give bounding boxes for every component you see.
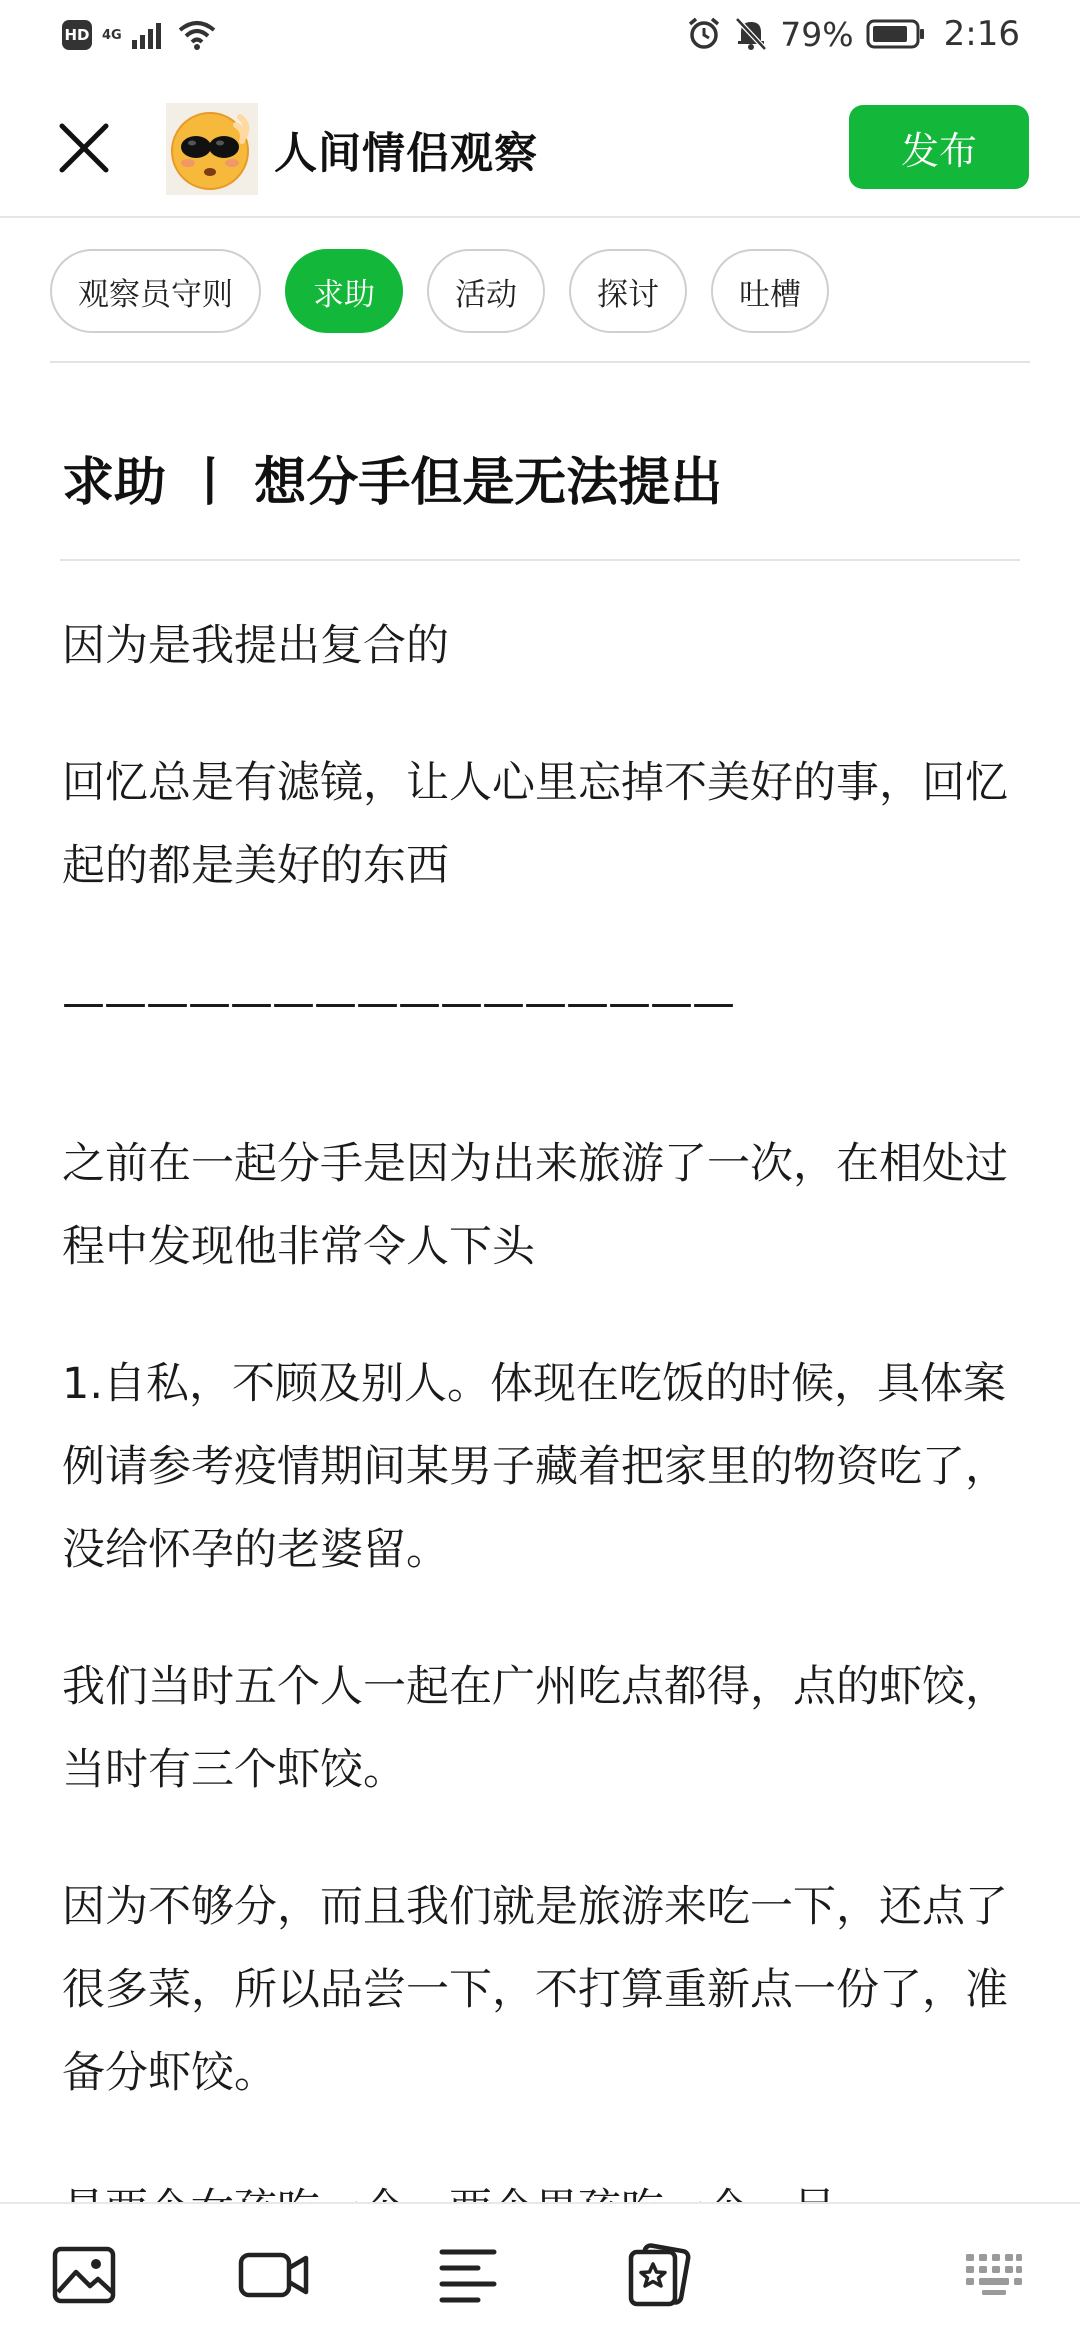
title-divider — [60, 559, 1020, 561]
insert-video-button[interactable] — [240, 2244, 308, 2306]
publish-button[interactable]: 发布 — [849, 105, 1029, 189]
post-title[interactable]: 求助 丨 想分手但是无法提出 — [62, 453, 723, 513]
tag-activity[interactable]: 活动 — [427, 249, 545, 333]
video-icon — [238, 2250, 310, 2300]
insert-image-button[interactable] — [50, 2244, 118, 2306]
tag-help[interactable]: 求助 — [285, 249, 403, 333]
separator-line: ———————————————— — [62, 978, 734, 1028]
post-paragraph: 回忆总是有滤镜，让人心里忘掉不美好的事，回忆起的都是美好的东西 — [62, 758, 1008, 891]
text-format-icon — [438, 2246, 498, 2304]
tag-guidelines[interactable]: 观察员守则 — [50, 249, 261, 333]
tag-discussion[interactable]: 探讨 — [569, 249, 687, 333]
editor-toolbar — [0, 2202, 1080, 2340]
battery-percent: 79% — [780, 14, 854, 54]
network-type: 4G — [102, 27, 122, 43]
post-paragraph: 因为是我提出复合的 — [62, 621, 449, 671]
post-paragraph: 因为不够分，而且我们就是旅游来吃一下，还点了很多菜，所以品尝一下，不打算重新点一份了，准备分虾饺。 — [62, 1882, 1008, 2098]
keyboard-button[interactable] — [960, 2244, 1028, 2306]
channel-name[interactable]: 人间情侣观察 — [274, 129, 538, 179]
post-body[interactable] — [62, 605, 1022, 2306]
post-paragraph: 我们当时五个人一起在广州吃点都得，点的虾饺，当时有三个虾饺。 — [62, 1662, 1008, 1795]
text-format-button[interactable] — [434, 2244, 502, 2306]
post-paragraph: 1.自私，不顾及别人。体现在吃饭的时候，具体案例请参考疫情期间某男子藏着把家里的物资吃了，没给怀孕的老婆留。 — [62, 1359, 1008, 1575]
hd-badge: HD — [62, 20, 92, 50]
post-paragraph: 之前在一起分手是因为出来旅游了一次，在相处过程中发现他非常令人下头 — [62, 1139, 1008, 1272]
clock: 2:16 — [943, 14, 1020, 54]
sticker-icon — [627, 2244, 693, 2306]
tag-rant[interactable]: 吐槽 — [711, 249, 829, 333]
image-icon — [52, 2246, 116, 2304]
insert-sticker-button[interactable] — [626, 2244, 694, 2306]
keyboard-icon — [964, 2252, 1024, 2298]
